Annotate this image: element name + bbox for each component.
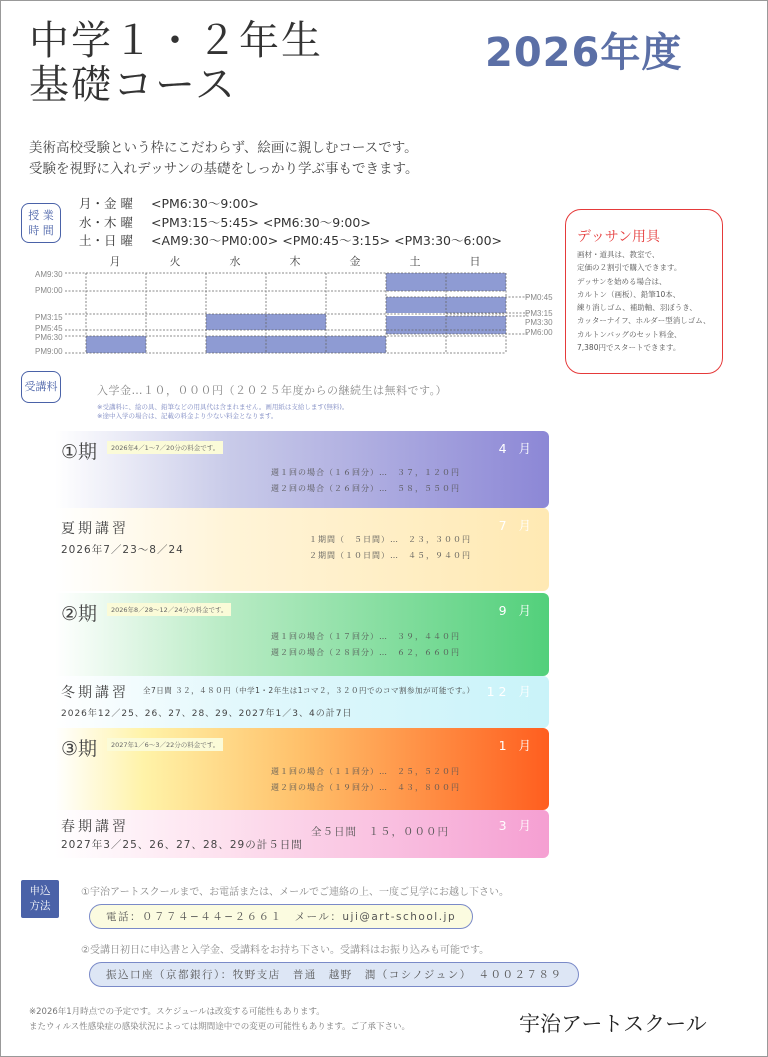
period-title: ①期 <box>61 441 98 463</box>
period-prices <box>271 629 460 661</box>
schedule-row <box>79 214 502 233</box>
timetable-grid <box>29 251 569 359</box>
period-month: 9 月 <box>498 603 535 618</box>
dessan-line: デッサンを始める場合は、 <box>577 276 667 286</box>
footer-line2: またウィルス性感染症の感染状況によっては期間途中での変更の可能性もあります。ご了承下さい。 <box>29 1022 411 1032</box>
dessan-heading: デッサン用具 <box>577 229 661 245</box>
schedule-days: 土・日 曜 <box>79 233 133 248</box>
class-time-label <box>21 203 61 243</box>
time-block <box>446 297 506 313</box>
time-block <box>266 314 326 330</box>
apply-step-1: ①宇治アートスクールまで、お電話または、メールでご連絡の上、一度ご見学にお越し下さい。 <box>81 887 509 898</box>
dessan-line: カルトンバッグのセット料金、 <box>577 329 682 339</box>
intro-line2: 受験を視野に入れデッサンの基礎をしっかり学ぶ事もできます。 <box>29 161 419 177</box>
dessan-line: 練り消しゴム、補助軸、羽ぼうき、 <box>577 303 697 313</box>
title-line1: 中学１・２年生 <box>29 18 323 64</box>
apply-label-line1: 申込 <box>29 885 51 897</box>
dessan-line: 7,380円でスタートできます。 <box>577 343 681 353</box>
period-2-band <box>55 593 549 676</box>
period-dates: 2026年7／23〜8／24 <box>61 544 184 556</box>
schedule-days: 水・木 曜 <box>79 214 133 230</box>
intro-text <box>29 138 418 180</box>
fiscal-year: 2026年度 <box>485 30 683 76</box>
period-3-band <box>55 728 549 810</box>
time-label: PM3:15 <box>35 313 63 322</box>
time-block <box>326 336 386 353</box>
day-header: 火 <box>169 256 181 268</box>
class-time-label-line2: 時 間 <box>28 224 54 237</box>
school-name: 宇治アートスクール <box>519 1012 707 1036</box>
time-block <box>206 314 266 330</box>
period-month: 7 月 <box>498 518 535 533</box>
day-header: 金 <box>349 256 361 268</box>
period-prices <box>309 532 471 564</box>
time-block <box>206 336 266 353</box>
dessan-line: 画材・道具は、教室で、 <box>577 250 660 259</box>
period-tag: 2026年8／28〜12／24分の料金です。 <box>107 603 231 616</box>
page-title <box>29 19 323 107</box>
period-title: 冬期講習 <box>61 685 129 701</box>
time-block <box>386 273 446 291</box>
schedule-times: <PM6:30〜9:00> <box>151 196 259 211</box>
period-1-band <box>55 431 549 508</box>
schedule-row <box>79 232 502 251</box>
footer-line1: ※2026年1月時点での予定です。スケジュールは改変する可能性もあります。 <box>29 1007 325 1017</box>
period-month: 3 月 <box>498 818 535 833</box>
dessan-line: カッターナイフ、ホルダー型消しゴム、 <box>577 316 711 326</box>
time-block <box>446 316 506 334</box>
period-title: ②期 <box>61 603 98 625</box>
day-header: 水 <box>229 256 241 268</box>
time-label: PM3:30 <box>525 318 553 327</box>
period-month: 4 月 <box>498 441 535 456</box>
summer-course-band <box>55 508 549 591</box>
day-header: 日 <box>469 256 481 268</box>
dessan-tools-box <box>565 209 723 374</box>
period-prices <box>271 764 460 796</box>
fee-note-1: ※受講料に、絵の具、鉛筆などの用具代は含まれません。画用紙は支給します(無料)。 <box>97 403 349 411</box>
schedule-row <box>79 195 502 214</box>
time-label: PM0:45 <box>525 293 553 302</box>
winter-course-band <box>55 676 549 728</box>
dessan-text <box>577 248 722 354</box>
price-line: １期間（ ５日間）… ２３，３００円 <box>309 535 471 544</box>
period-month: 12 月 <box>486 684 535 699</box>
price-line: 週２回の場合（２６回分）… ５８，５５０円 <box>271 484 460 493</box>
price-line: 週１回の場合（１７回分）… ３９，４４０円 <box>271 632 460 641</box>
time-block <box>386 297 446 313</box>
fee-label: 受講料 <box>21 371 61 403</box>
period-tag: 2026年4／1〜7／20分の料金です。 <box>107 441 223 454</box>
time-label: AM9:30 <box>35 270 63 279</box>
day-header: 土 <box>409 256 421 268</box>
apply-label-line2: 方法 <box>29 900 51 912</box>
period-prices <box>311 824 449 840</box>
time-block <box>266 336 326 353</box>
period-title: 夏期講習 <box>61 521 129 537</box>
period-dates: 2026年12／25、26、27、28、29、2027年1／3、4の計7日 <box>61 709 353 719</box>
period-dates: 2027年3／25、26、27、28、29の計５日間 <box>61 839 303 851</box>
period-month: 1 月 <box>498 738 535 753</box>
period-title: ③期 <box>61 738 98 760</box>
time-label: PM3:15 <box>525 309 553 318</box>
price-line: 全５日間 １５，０００円 <box>311 826 449 838</box>
time-block <box>86 336 146 353</box>
admission-fee: 入学金…１０，０００円（２０２５年度からの継続生は無料です。） <box>97 384 448 397</box>
time-label: PM9:00 <box>35 347 63 356</box>
period-prices <box>271 465 460 497</box>
apply-label <box>21 880 59 918</box>
price-line: 週２回の場合（１９回分）… ４３，８００円 <box>271 783 460 792</box>
class-schedule <box>79 195 502 251</box>
time-label: PM6:30 <box>35 333 63 342</box>
schedule-days: 月・金 曜 <box>79 196 133 211</box>
spring-course-band <box>55 810 549 858</box>
footer-notes <box>29 1005 410 1035</box>
time-label: PM0:00 <box>35 286 63 295</box>
schedule-times: <AM9:30〜PM0:00> <PM0:45〜3:15> <PM3:30〜6:00> <box>151 233 503 248</box>
bank-account-info: 振込口座（京都銀行）：牧野支店 普通 越野 潤（コシノジュン） ４００２７８９ <box>89 962 579 987</box>
class-time-label-line1: 授 業 <box>28 209 54 222</box>
schedule-times: <PM3:15〜5:45> <PM6:30〜9:00> <box>151 214 371 230</box>
intro-line1: 美術高校受験という枠にこだわらず、絵画に親しむコースです。 <box>29 140 418 156</box>
day-header: 木 <box>289 256 301 268</box>
contact-info[interactable]: 電話：０７７４−４４−２６６１ メール：uji@art-school.jp <box>89 904 473 929</box>
winter-note: 全7日間 ３２，４８０円（中学1・2年生は1コマ２，３２０円でのコマ割参加が可能です。） <box>143 686 475 695</box>
title-line2: 基礎コース <box>29 62 237 108</box>
price-line: 週１回の場合（１６回分）… ３７，１２０円 <box>271 468 460 477</box>
apply-step-2: ②受講日初日に申込書と入学金、受講料をお持ち下さい。受講料はお振り込みも可能です。 <box>81 945 490 956</box>
fee-notes <box>97 403 348 421</box>
day-header: 月 <box>109 256 121 268</box>
period-tag: 2027年1／6〜3／22分の料金です。 <box>107 738 223 751</box>
period-title: 春期講習 <box>61 819 129 835</box>
price-line: 週１回の場合（１１回分）… ２５，５２０円 <box>271 767 460 776</box>
time-block <box>386 316 446 334</box>
price-line: 週２回の場合（２８回分）… ６２，６６０円 <box>271 648 460 657</box>
fee-note-2: ※途中入学の場合は、記載の料金より少ない料金となります。 <box>97 412 278 420</box>
dessan-line: カルトン（画板）、鉛筆10本、 <box>577 289 681 299</box>
time-label: PM5:45 <box>35 324 63 333</box>
dessan-line: 定価の２割引で購入できます。 <box>577 263 682 273</box>
time-label: PM6:00 <box>525 328 553 337</box>
time-block <box>446 273 506 291</box>
price-line: ２期間（１０日間）… ４５，９４０円 <box>309 551 471 560</box>
